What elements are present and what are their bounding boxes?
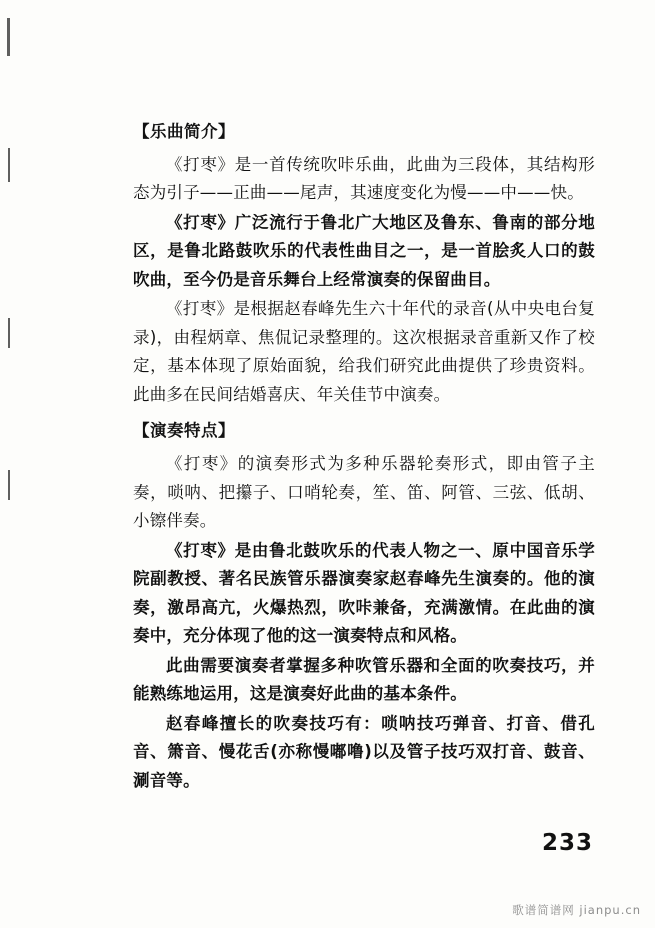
paragraph: 《打枣》是由鲁北鼓吹乐的代表人物之一、原中国音乐学院副教授、著名民族管乐器演奏家赵春峰先生演奏的。他的演奏，激昂高亢，火爆热烈，吹咔兼备，充满激情。在此曲的演奏中，充分体现了他的这一演奏特点和风格。 xyxy=(133,540,595,645)
paragraph: 《打枣》是根据赵春峰先生六十年代的录音(从中央电台复录)，由程炳章、焦侃记录整理的。这次根据录音重新又作了校定，基本体现了原始面貌，给我们研究此曲提供了珍贵资料。此曲多在民间结婚喜庆、年关佳节中演奏。 xyxy=(133,299,595,404)
scan-edge-mark xyxy=(7,18,10,56)
scan-edge-mark xyxy=(8,148,10,182)
site-watermark: 歌谱简谱网 jianpu.cn xyxy=(512,903,641,917)
paragraph: 《打枣》是一首传统吹咔乐曲，此曲为三段体，其结构形态为引子——正曲——尾声，其速度变化为慢——中——快。 xyxy=(133,154,595,203)
scan-edge-mark xyxy=(8,318,10,348)
paragraph: 此曲需要演奏者掌握多种吹管乐器和全面的吹奏技巧，并能熟练地运用，这是演奏好此曲的基本条件。 xyxy=(133,655,595,703)
paragraph: 《打枣》广泛流行于鲁北广大地区及鲁东、鲁南的部分地区，是鲁北路鼓吹乐的代表性曲目之一，是一首脍炙人口的鼓吹曲，至今仍是音乐舞台上经常演奏的保留曲目。 xyxy=(133,212,595,289)
paragraph: 赵春峰擅长的吹奏技巧有：唢呐技巧弹音、打音、借孔音、箫音、慢花舌(亦称慢嘟噜)以及管子技巧双打音、鼓音、涮音等。 xyxy=(133,713,595,790)
section-heading-performance: 【演奏特点】 xyxy=(133,421,235,441)
page-number: 233 xyxy=(541,830,593,856)
page-content xyxy=(133,120,595,796)
section-heading-intro: 【乐曲简介】 xyxy=(133,122,235,141)
scan-edge-mark xyxy=(8,470,10,500)
paragraph: 《打枣》的演奏形式为多种乐器轮奏形式，即由管子主奏，唢呐、把攥子、口哨轮奏，笙、笛、阿管、三弦、低胡、小镲伴奏。 xyxy=(133,454,595,530)
